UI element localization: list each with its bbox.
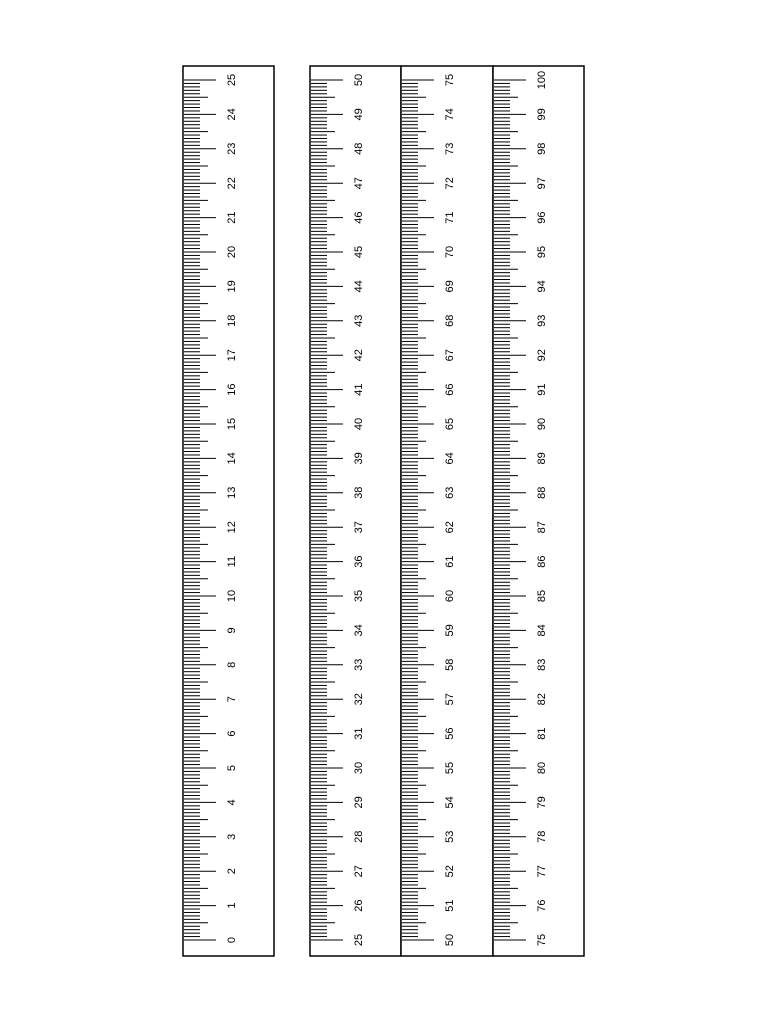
tick-label: 9 — [226, 627, 238, 634]
tick-label: 2 — [226, 868, 238, 875]
tick-label: 23 — [226, 142, 238, 155]
tick-label: 28 — [353, 830, 365, 843]
tick-label: 21 — [226, 211, 238, 224]
tick-label: 47 — [353, 177, 365, 190]
tick-label: 31 — [353, 727, 365, 740]
tick-label: 58 — [444, 658, 456, 671]
tick-label: 96 — [536, 211, 548, 224]
tick-label: 39 — [353, 452, 365, 465]
tick-label: 93 — [536, 314, 548, 327]
tick-label: 52 — [444, 865, 456, 878]
tick-label: 65 — [444, 417, 456, 431]
tick-label: 53 — [444, 830, 456, 843]
tick-label: 25 — [353, 933, 365, 947]
tick-label: 81 — [536, 727, 548, 740]
tick-label: 25 — [226, 73, 238, 87]
tick-label: 72 — [444, 177, 456, 190]
tick-label: 35 — [353, 589, 365, 603]
tick-label: 62 — [444, 521, 456, 534]
tick-label: 66 — [444, 383, 456, 396]
tick-label: 49 — [353, 108, 365, 121]
tick-label: 75 — [444, 73, 456, 87]
tick-label: 5 — [226, 764, 238, 772]
tick-label: 57 — [444, 693, 456, 706]
tick-label: 95 — [536, 245, 548, 259]
tick-label: 90 — [536, 417, 548, 431]
tick-label: 56 — [444, 727, 456, 740]
tick-label: 84 — [536, 624, 548, 637]
tick-label: 36 — [353, 555, 365, 568]
tick-label: 13 — [226, 486, 238, 499]
tick-label: 10 — [226, 589, 238, 603]
tick-label: 85 — [536, 589, 548, 603]
tick-label: 45 — [353, 245, 365, 259]
tick-label: 64 — [444, 452, 456, 465]
tick-label: 46 — [353, 211, 365, 224]
tick-label: 19 — [226, 280, 238, 293]
ruler-frame — [183, 66, 274, 956]
tick-label: 74 — [444, 108, 456, 121]
tick-label: 26 — [353, 899, 365, 912]
tick-label: 40 — [353, 417, 365, 431]
tick-label: 43 — [353, 314, 365, 327]
tick-label: 88 — [536, 486, 548, 499]
tick-label: 11 — [226, 555, 238, 568]
tick-label: 80 — [536, 761, 548, 775]
tick-label: 29 — [353, 796, 365, 809]
tick-label: 22 — [226, 177, 238, 190]
tick-label: 75 — [536, 933, 548, 947]
tick-label: 55 — [444, 761, 456, 775]
tick-label: 54 — [444, 796, 456, 809]
tick-label: 41 — [353, 383, 365, 396]
tick-label: 6 — [226, 730, 238, 737]
tick-label: 16 — [226, 383, 238, 396]
tick-label: 27 — [353, 865, 365, 878]
tick-label: 33 — [353, 658, 365, 671]
tick-label: 60 — [444, 589, 456, 603]
tick-label: 7 — [226, 696, 238, 703]
tick-label: 67 — [444, 349, 456, 362]
ruler-frame — [401, 66, 493, 956]
tick-label: 79 — [536, 796, 548, 809]
ruler-frame — [310, 66, 401, 956]
tick-label: 37 — [353, 521, 365, 534]
tick-label: 91 — [536, 383, 548, 396]
tick-label: 73 — [444, 142, 456, 155]
tick-label: 1 — [226, 902, 238, 909]
tick-label: 82 — [536, 693, 548, 706]
tick-label: 87 — [536, 521, 548, 534]
ruler-frame — [493, 66, 584, 956]
tick-label: 99 — [536, 108, 548, 121]
tick-label: 34 — [353, 624, 365, 637]
tick-label: 3 — [226, 833, 238, 840]
tick-label: 71 — [444, 211, 456, 224]
tick-label: 78 — [536, 830, 548, 843]
tick-label: 76 — [536, 899, 548, 912]
tick-label: 51 — [444, 899, 456, 912]
tick-label: 89 — [536, 452, 548, 465]
tick-label: 24 — [226, 108, 238, 121]
tick-label: 97 — [536, 177, 548, 190]
tick-label: 86 — [536, 555, 548, 568]
tick-label: 8 — [226, 661, 238, 668]
tick-label: 50 — [444, 933, 456, 947]
tick-label: 50 — [353, 73, 365, 87]
tick-label: 14 — [226, 452, 238, 465]
tick-label: 42 — [353, 349, 365, 362]
tick-label: 48 — [353, 142, 365, 155]
ruler-1 — [183, 66, 274, 956]
tick-label: 20 — [226, 245, 238, 259]
tick-label: 17 — [226, 349, 238, 362]
tick-label: 83 — [536, 658, 548, 671]
tick-label: 4 — [226, 799, 238, 806]
tick-label: 38 — [353, 486, 365, 499]
tick-label: 12 — [226, 521, 238, 534]
tick-label: 69 — [444, 280, 456, 293]
tick-label: 32 — [353, 693, 365, 706]
tick-label: 94 — [536, 280, 548, 293]
tick-label: 70 — [444, 245, 456, 259]
tick-label: 18 — [226, 314, 238, 327]
tick-label: 15 — [226, 417, 238, 431]
tick-label: 100 — [536, 70, 548, 90]
tick-label: 92 — [536, 349, 548, 362]
tick-label: 63 — [444, 486, 456, 499]
tick-label: 59 — [444, 624, 456, 637]
tick-label: 61 — [444, 555, 456, 568]
tick-label: 77 — [536, 865, 548, 878]
tick-label: 0 — [226, 936, 238, 944]
ruler-4 — [493, 66, 584, 956]
ruler-2 — [310, 66, 401, 956]
tick-label: 98 — [536, 142, 548, 155]
tick-label: 44 — [353, 280, 365, 293]
tick-label: 68 — [444, 314, 456, 327]
ruler-3 — [401, 66, 493, 956]
tick-label: 30 — [353, 761, 365, 775]
